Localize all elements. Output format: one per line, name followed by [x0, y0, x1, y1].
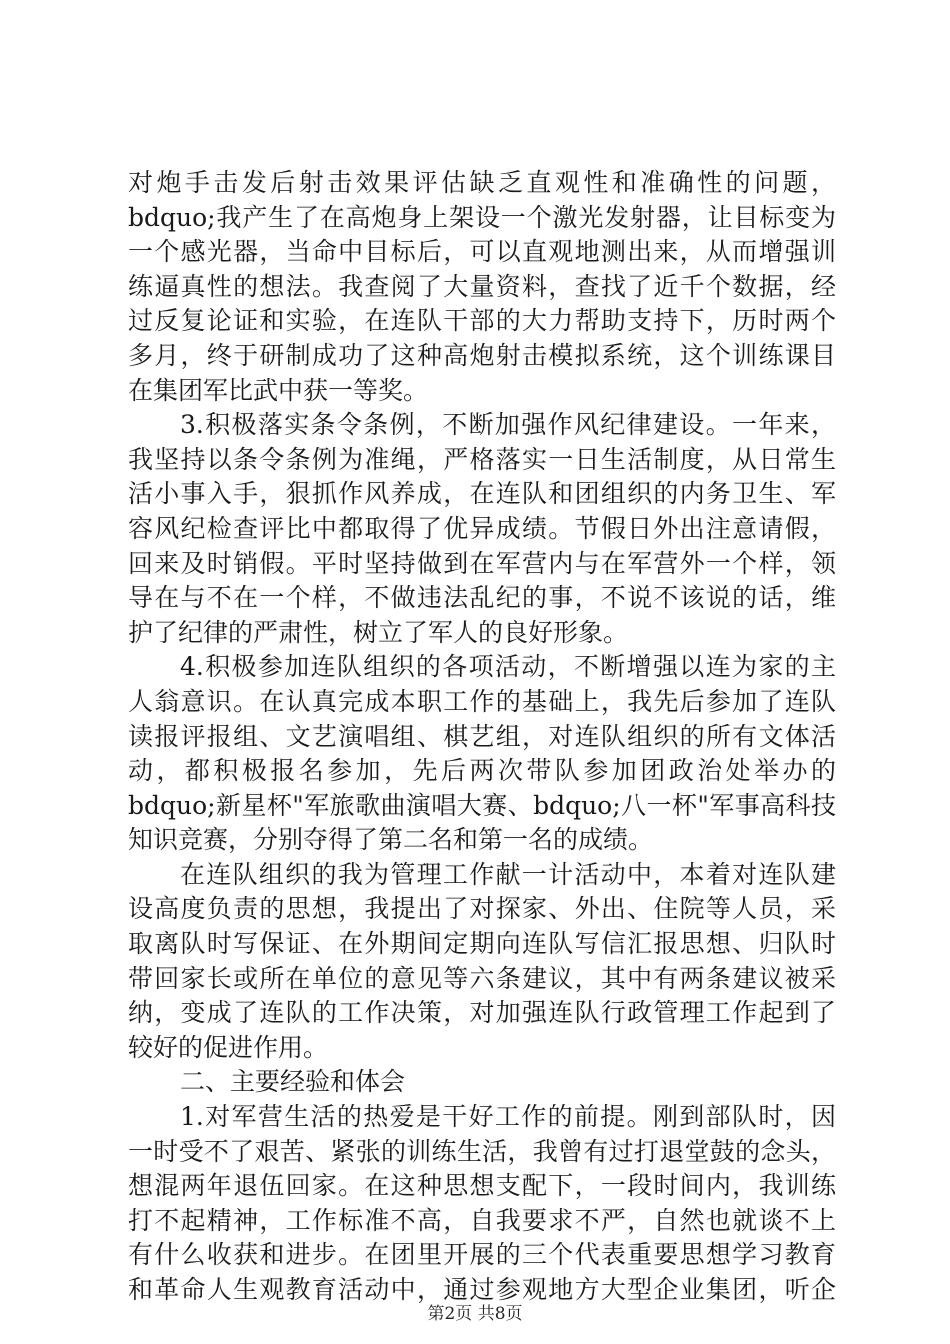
- text-line: 我坚持以条令条例为准绳，严格落实一日生活制度，从日常生: [128, 444, 836, 474]
- text-line: 打不起精神，工作标准不高，自我要求不严，自然也就谈不上: [128, 1205, 836, 1235]
- text-line: 在集团军比武中获一等奖。: [128, 375, 429, 405]
- text-line: 一个感光器，当命中目标后，可以直观地测出来，从而增强训: [128, 237, 836, 267]
- text-line: 练逼真性的想法。我查阅了大量资料，查找了近千个数据，经: [128, 271, 836, 301]
- page-footer: 第2页 共8页: [427, 1304, 523, 1324]
- text-line: bdquo;新星杯"军旅歌曲演唱大赛、bdquo;八一杯"军事高科技: [128, 790, 836, 820]
- text-line: 导在与不在一个样，不做违法乱纪的事，不说不该说的话，维: [128, 583, 836, 613]
- text-line: 对炮手击发后射击效果评估缺乏直观性和准确性的问题，: [128, 168, 836, 197]
- text-line: 知识竞赛，分别夺得了第二名和第一名的成绩。: [128, 825, 654, 855]
- text-line: 3.积极落实条令条例，不断加强作风纪律建设。一年来，: [180, 410, 836, 440]
- text-line: 一时受不了艰苦、紧张的训练生活，我曾有过打退堂鼓的念头，: [128, 1136, 836, 1166]
- text-line: 带回家长或所在单位的意见等六条建议，其中有两条建议被采: [128, 963, 836, 993]
- text-line: 1.对军营生活的热爱是干好工作的前提。刚到部队时，因: [180, 1102, 836, 1132]
- text-line: 有什么收获和进步。在团里开展的三个代表重要思想学习教育: [128, 1240, 836, 1270]
- text-line: 纳，变成了连队的工作决策，对加强连队行政管理工作起到了: [128, 998, 836, 1028]
- text-line: 活小事入手，狠抓作风养成，在连队和团组织的内务卫生、军: [128, 479, 836, 509]
- text-line: 护了纪律的严肃性，树立了军人的良好形象。: [128, 617, 629, 647]
- text-line: bdquo;我产生了在高炮身上架设一个激光发射器，让目标变为: [128, 202, 836, 232]
- text-line: 设高度负责的思想，我提出了对探家、外出、住院等人员，采: [128, 894, 836, 924]
- text-line: 取离队时写保证、在外期间定期向连队写信汇报思想、归队时: [128, 929, 836, 959]
- text-line: 容风纪检查评比中都取得了优异成绩。节假日外出注意请假，: [128, 513, 836, 543]
- text-line: 二、主要经验和体会: [180, 1067, 406, 1097]
- text-line: 在连队组织的我为管理工作献一计活动中，本着对连队建: [180, 859, 836, 889]
- text-line: 动，都积极报名参加，先后两次带队参加团政治处举办的: [128, 756, 836, 786]
- text-line: 读报评报组、文艺演唱组、棋艺组，对连队组织的所有文体活: [128, 721, 836, 751]
- document-body: [128, 166, 836, 1308]
- text-line: 回来及时销假。平时坚持做到在军营内与在军营外一个样，领: [128, 548, 836, 578]
- text-line: 较好的促进作用。: [128, 1032, 329, 1062]
- text-line: 多月，终于研制成功了这种高炮射击模拟系统，这个训练课目: [128, 340, 836, 370]
- text-line: 过反复论证和实验，在连队干部的大力帮助支持下，历时两个: [128, 306, 836, 336]
- text-line: 想混两年退伍回家。在这种思想支配下，一段时间内，我训练: [128, 1171, 836, 1201]
- text-line: 和革命人生观教育活动中，通过参观地方大型企业集团，听企: [128, 1275, 836, 1304]
- text-line: 人翁意识。在认真完成本职工作的基础上，我先后参加了连队: [128, 686, 836, 716]
- text-line: 4.积极参加连队组织的各项活动，不断增强以连为家的主: [180, 652, 836, 682]
